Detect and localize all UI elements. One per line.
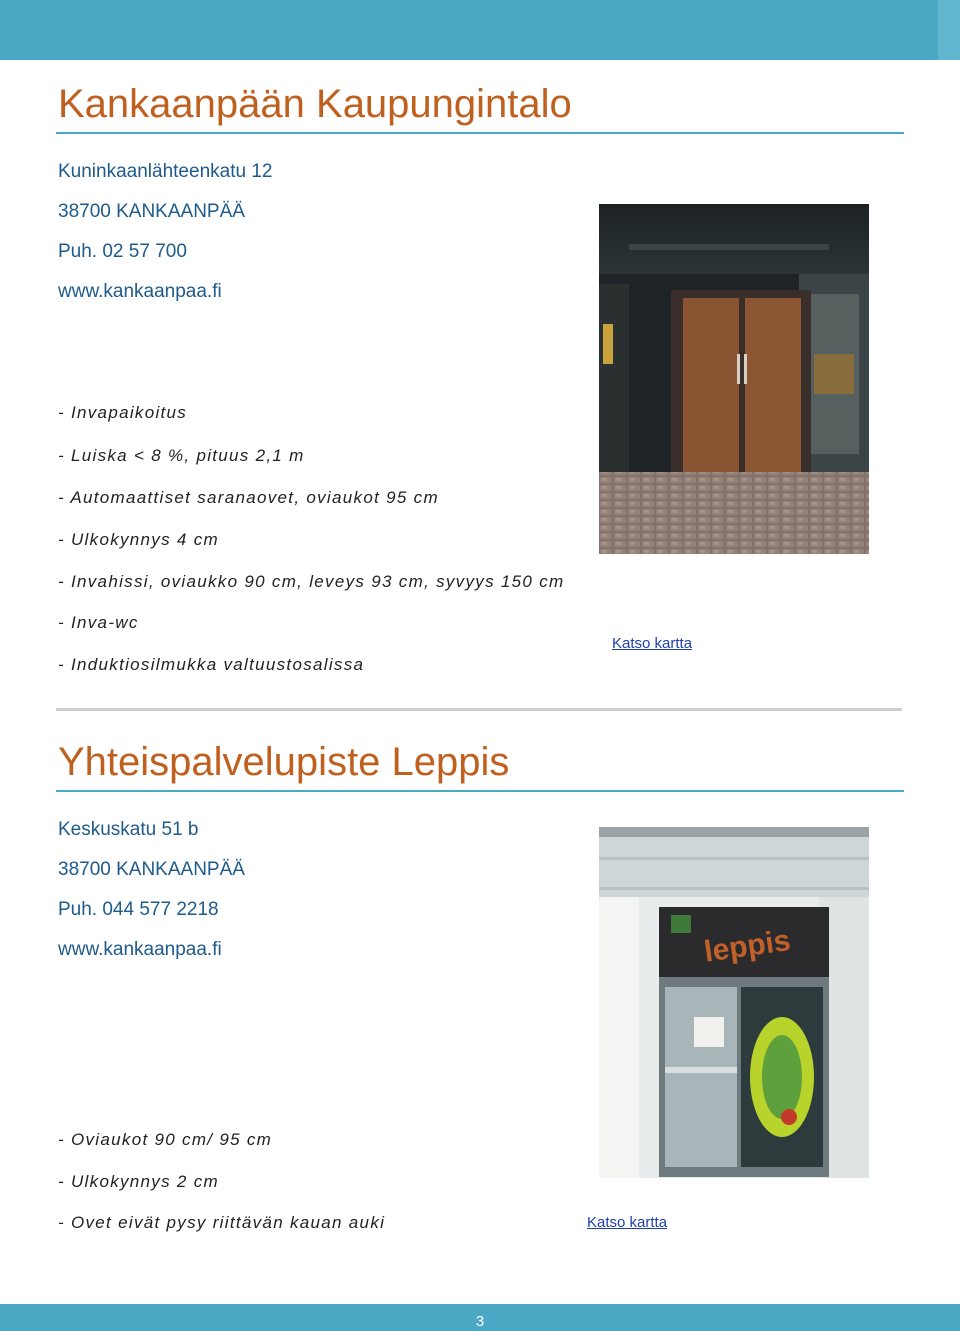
leppis-storefront-photo (599, 827, 869, 1178)
header-band-notch (938, 0, 960, 60)
section2-title-rule (56, 790, 904, 792)
section1-feature-2: - Luiska < 8 %, pituus 2,1 m (58, 446, 305, 465)
section1-phone: Puh. 02 57 700 (58, 241, 187, 262)
section1-feature-5: - Invahissi, oviaukko 90 cm, leveys 93 cm, syvyys 150 cm (58, 572, 565, 591)
section2-feature-2: - Ulkokynnys 2 cm (58, 1172, 219, 1191)
section2-map-link[interactable]: Katso kartta (587, 1214, 668, 1231)
section1-title: Kankaanpään Kaupungintalo (58, 82, 572, 126)
section2-street: Keskuskatu 51 b (58, 819, 199, 840)
leppis-sign-text: leppis (702, 923, 793, 969)
section2-feature-3: - Ovet eivät pysy riittävän kauan auki (58, 1213, 386, 1232)
section1-title-rule (56, 132, 904, 134)
section1-feature-3: - Automaattiset saranaovet, oviaukot 95 cm (58, 488, 439, 507)
city-hall-entrance-photo (599, 204, 869, 554)
section2-feature-1: - Oviaukot 90 cm/ 95 cm (58, 1130, 273, 1149)
section-separator (56, 708, 902, 711)
section2-website: www.kankaanpaa.fi (58, 939, 222, 960)
section1-street: Kuninkaanlähteenkatu 12 (58, 161, 273, 182)
city-hall-entrance-illustration (599, 204, 869, 554)
header-band (0, 0, 960, 60)
section1-feature-1: - Invapaikoitus (58, 403, 188, 422)
section1-feature-7: - Induktiosilmukka valtuustosalissa (58, 655, 365, 674)
section2-title: Yhteispalvelupiste Leppis (58, 740, 510, 784)
section1-postal: 38700 KANKAANPÄÄ (58, 201, 245, 222)
leppis-storefront-illustration (599, 827, 869, 1178)
section1-website: www.kankaanpaa.fi (58, 281, 222, 302)
section1-map-link[interactable]: Katso kartta (612, 635, 693, 652)
section2-postal: 38700 KANKAANPÄÄ (58, 859, 245, 880)
section1-feature-6: - Inva-wc (58, 613, 139, 632)
section1-feature-4: - Ulkokynnys 4 cm (58, 530, 219, 549)
page-number: 3 (475, 1313, 485, 1330)
section2-phone: Puh. 044 577 2218 (58, 899, 219, 920)
